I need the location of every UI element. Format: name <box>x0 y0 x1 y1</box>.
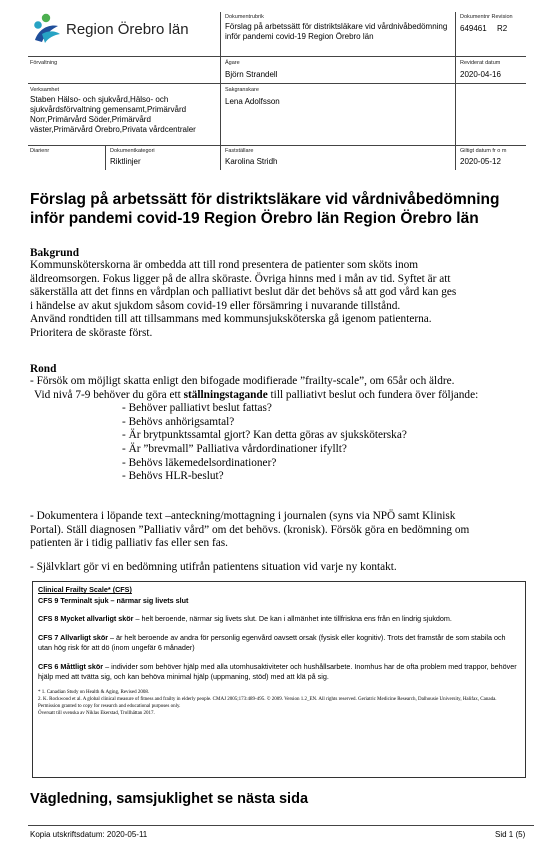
doc-line: - Dokumentera i löpande text –anteckning/mottagning i journalen (syns via NPÖ samt Klinisk <box>30 510 456 522</box>
dokumentkategori-value: Riktlinjer <box>110 157 141 166</box>
region-orebro-logo-icon <box>30 12 64 46</box>
rond-line: - Försök om möjligt skatta enligt den bifogade modifierade ”frailty-scale”, om 65år och äldre. <box>30 375 455 387</box>
logo-text: Region Örebro län <box>66 21 189 38</box>
cfs-title: Clinical Frailty Scale* (CFS) <box>38 585 132 594</box>
rond-item: - Är ”brevmall” Palliativa vårdordinationer ifyllt? <box>122 442 347 455</box>
bakgrund-line: Använd rondtiden till att tillsammans med kommunsjuksköterska gå igenom patienterna. <box>30 313 432 326</box>
section-bakgrund <box>30 247 540 341</box>
footer-page-number: Sid 1 (5) <box>495 830 526 839</box>
nr-value: 649461 <box>460 24 487 33</box>
agare-value: Björn Strandell <box>225 70 278 79</box>
bakgrund-line: Prioritera de sköraste först. <box>30 326 153 339</box>
reviderat-label: Reviderat datum <box>460 60 501 66</box>
rond-item: - Är brytpunktssamtal gjort? Kan detta göras av sjuksköterska? <box>122 429 407 442</box>
bakgrund-line: Kommunsköterskorna är ombedda att till rond presentera de patienter som sköts inom <box>30 259 419 271</box>
document-title: Förslag på arbetssätt för distriktsläkare vid vårdnivåbedömning inför pandemi covid-19 Region Örebro län Region Örebro län <box>30 191 500 227</box>
reviderat-value: 2020-04-16 <box>460 70 501 79</box>
cfs-box <box>32 581 526 778</box>
doc-line: patienten är i tidig palliativ fas eller sen fas. <box>30 537 228 550</box>
bakgrund-heading: Bakgrund <box>30 247 79 259</box>
forvaltning-label: Förvaltning <box>30 60 58 66</box>
bakgrund-line: i händelse av akut sjukdom såsom covid-19 eller försämring i nuvarande tillstånd. <box>30 299 401 312</box>
rond-line-2: Vid nivå 7-9 behöver du göra ett ställningstagande till palliativt beslut och fundera över följande: <box>34 388 479 401</box>
rond-heading: Rond <box>30 363 57 375</box>
cfs-footnote-2: 2. K. Rockwood et al. A global clinical measure of fitness and frailty in elderly people. CMAJ 2005;173:489-495. © 2009. Version 1.2_EN. All rights reserved. Geriatric Medicine Research, Dalhousie University, Halifax, Canada. Permission granted to copy for research and educational purposes only. <box>38 696 497 709</box>
dokumentrubrik-label: Dokumentrubrik <box>225 14 264 20</box>
giltigt-label: Giltigt datum fr o m <box>460 148 507 154</box>
nr-revision-label: Dokumentnr Revision <box>460 14 513 20</box>
self-evident-line: - Självklart gör vi en bedömning utifrån patientens situation vid varje ny kontakt. <box>30 561 397 573</box>
verksamhet-label: Verksamhet <box>30 87 60 93</box>
rond-item: - Behövs HLR-beslut? <box>122 470 224 483</box>
sakgranskare-value: Lena Adolfsson <box>225 97 280 106</box>
faststallare-label: Fastställare <box>225 148 254 154</box>
rond-item: - Behöver palliativt beslut fattas? <box>122 402 272 415</box>
giltigt-value: 2020-05-12 <box>460 157 501 166</box>
cfs-8: CFS 8 Mycket allvarligt skör – helt beroende, närmar sig livets slut. De kan i allmänhet inte tillfriskna ens från en lindrig sjukdom. <box>38 614 452 623</box>
cfs-footnote-1: * 1. Canadian Study on Health & Aging, Revised 2008. <box>38 689 150 695</box>
cfs-footnote-3: Översatt till svenska av Niklas Ekerstad, Trollhättan 2017. <box>38 710 155 716</box>
agare-label: Ägare <box>225 60 240 66</box>
doc-line: Portal). Ställ diagnosen ”Palliativ vård” om det behövs. (kronisk). Försök göra en bedömning om <box>30 523 470 536</box>
logo <box>30 12 200 48</box>
revision-value: R2 <box>497 24 508 33</box>
cfs-9: CFS 9 Terminalt sjuk – närmar sig livets slut <box>38 595 189 605</box>
sakgranskare-label: Sakgranskare <box>225 87 259 93</box>
cfs-6: CFS 6 Måttligt skör – individer som behöver hjälp med alla utomhusaktiviteter och hushållsarbete. Inomhus har de ofta problem med trappor, behöver hjälp med att tvätta sig, och kan behöva minimal hjälp (uppmaning, stöd) med att klä på sig. <box>38 661 517 681</box>
dokumentkategori-label: Dokumentkategori <box>110 148 155 154</box>
documentation-paragraph <box>30 510 540 551</box>
bakgrund-line: säkerställa att det finns en vårdplan och palliativt beslut där det behövs så att god vård kan ges <box>30 286 457 299</box>
diarienr-label: Diarienr <box>30 148 50 154</box>
section-rond <box>30 363 540 484</box>
dokumentrubrik-value: Förslag på arbetssätt för distriktsläkare vid vårdnivåbedömning inför pandemi covid-19 Region Örebro län <box>225 22 448 41</box>
footer-print-date: Kopia utskriftsdatum: 2020-05-11 <box>30 830 148 839</box>
bakgrund-line: äldreomsorgen. Fokus ligger på de allra sköraste. Övriga hinns med i mån av tid. Syftet är att <box>30 272 451 285</box>
faststallare-value: Karolina Stridh <box>225 157 278 166</box>
verksamhet-value: Staben Hälso- och sjukvård,Hälso- och sjukvårdsförvaltning gemensamt,Primärvård Norr,Primärvård Söder,Primärvård väster,Primärvård Örebro,Privata vårdcentraler <box>30 95 196 134</box>
rond-item: - Behövs läkemedelsordinationer? <box>122 456 277 469</box>
cfs-7: CFS 7 Allvarligt skör – är helt beroende av andra för personlig egenvård oavsett orsak (fysisk eller kognitiv). Trots det framstår de som stabila och utan hög risk för att dö (inom ungefär 6 månader) <box>38 632 506 652</box>
vagledning-heading: Vägledning, samsjuklighet se nästa sida <box>30 791 309 807</box>
rond-item: - Behövs anhörigsamtal? <box>122 415 235 428</box>
